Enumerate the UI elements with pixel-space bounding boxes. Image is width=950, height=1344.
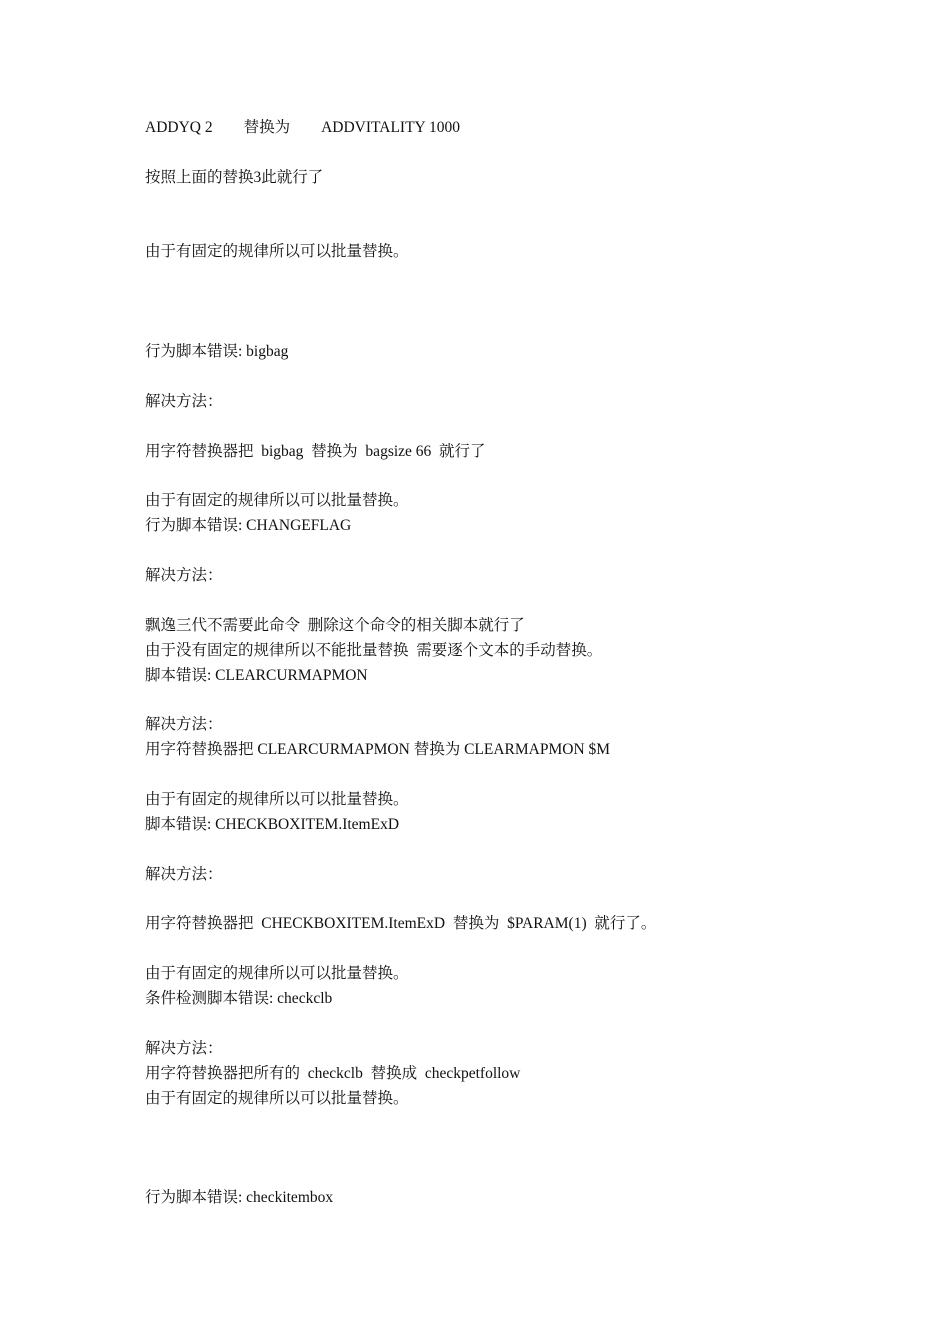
text-line: 由于有固定的规律所以可以批量替换。	[145, 243, 409, 260]
text-line: 行为脚本错误: CHANGEFLAG	[145, 517, 352, 534]
text-line: 行为脚本错误: bigbag	[145, 343, 289, 360]
text-line: 用字符替换器把 bigbag 替换为 bagsize 66 就行了	[145, 443, 486, 460]
text-line: 用字符替换器把 CLEARCURMAPMON 替换为 CLEARMAPMON $M	[145, 741, 611, 758]
text-line: 由于有固定的规律所以可以批量替换。	[145, 1090, 409, 1107]
text-line: 用字符替换器把所有的 checkclb 替换成 checkpetfollow	[145, 1065, 521, 1082]
text-line: 由于没有固定的规律所以不能批量替换 需要逐个文本的手动替换。	[145, 642, 603, 659]
text-line: 飘逸三代不需要此命令 删除这个命令的相关脚本就行了	[145, 617, 525, 634]
text-line: 由于有固定的规律所以可以批量替换。	[145, 492, 409, 509]
text-line: 行为脚本错误: checkitembox	[145, 1189, 334, 1206]
text-line: 按照上面的替换3此就行了	[145, 169, 324, 186]
text-line: ADDYQ 2 替换为 ADDVITALITY 1000	[145, 119, 461, 136]
text-line: 脚本错误: CHECKBOXITEM.ItemExD	[145, 816, 400, 833]
text-line: 脚本错误: CLEARCURMAPMON	[145, 667, 368, 684]
text-line: 解决方法：	[145, 567, 223, 584]
text-line: 解决方法：	[145, 1040, 223, 1057]
text-line: 解决方法：	[145, 866, 223, 883]
text-line: 解决方法：	[145, 393, 223, 410]
text-line: 由于有固定的规律所以可以批量替换。	[145, 791, 409, 808]
text-line: 由于有固定的规律所以可以批量替换。	[145, 965, 409, 982]
text-line: 条件检测脚本错误: checkclb	[145, 990, 333, 1007]
text-line: 用字符替换器把 CHECKBOXITEM.ItemExD 替换为 $PARAM(1) 就行了。	[145, 915, 657, 932]
text-line: 解决方法：	[145, 716, 223, 733]
